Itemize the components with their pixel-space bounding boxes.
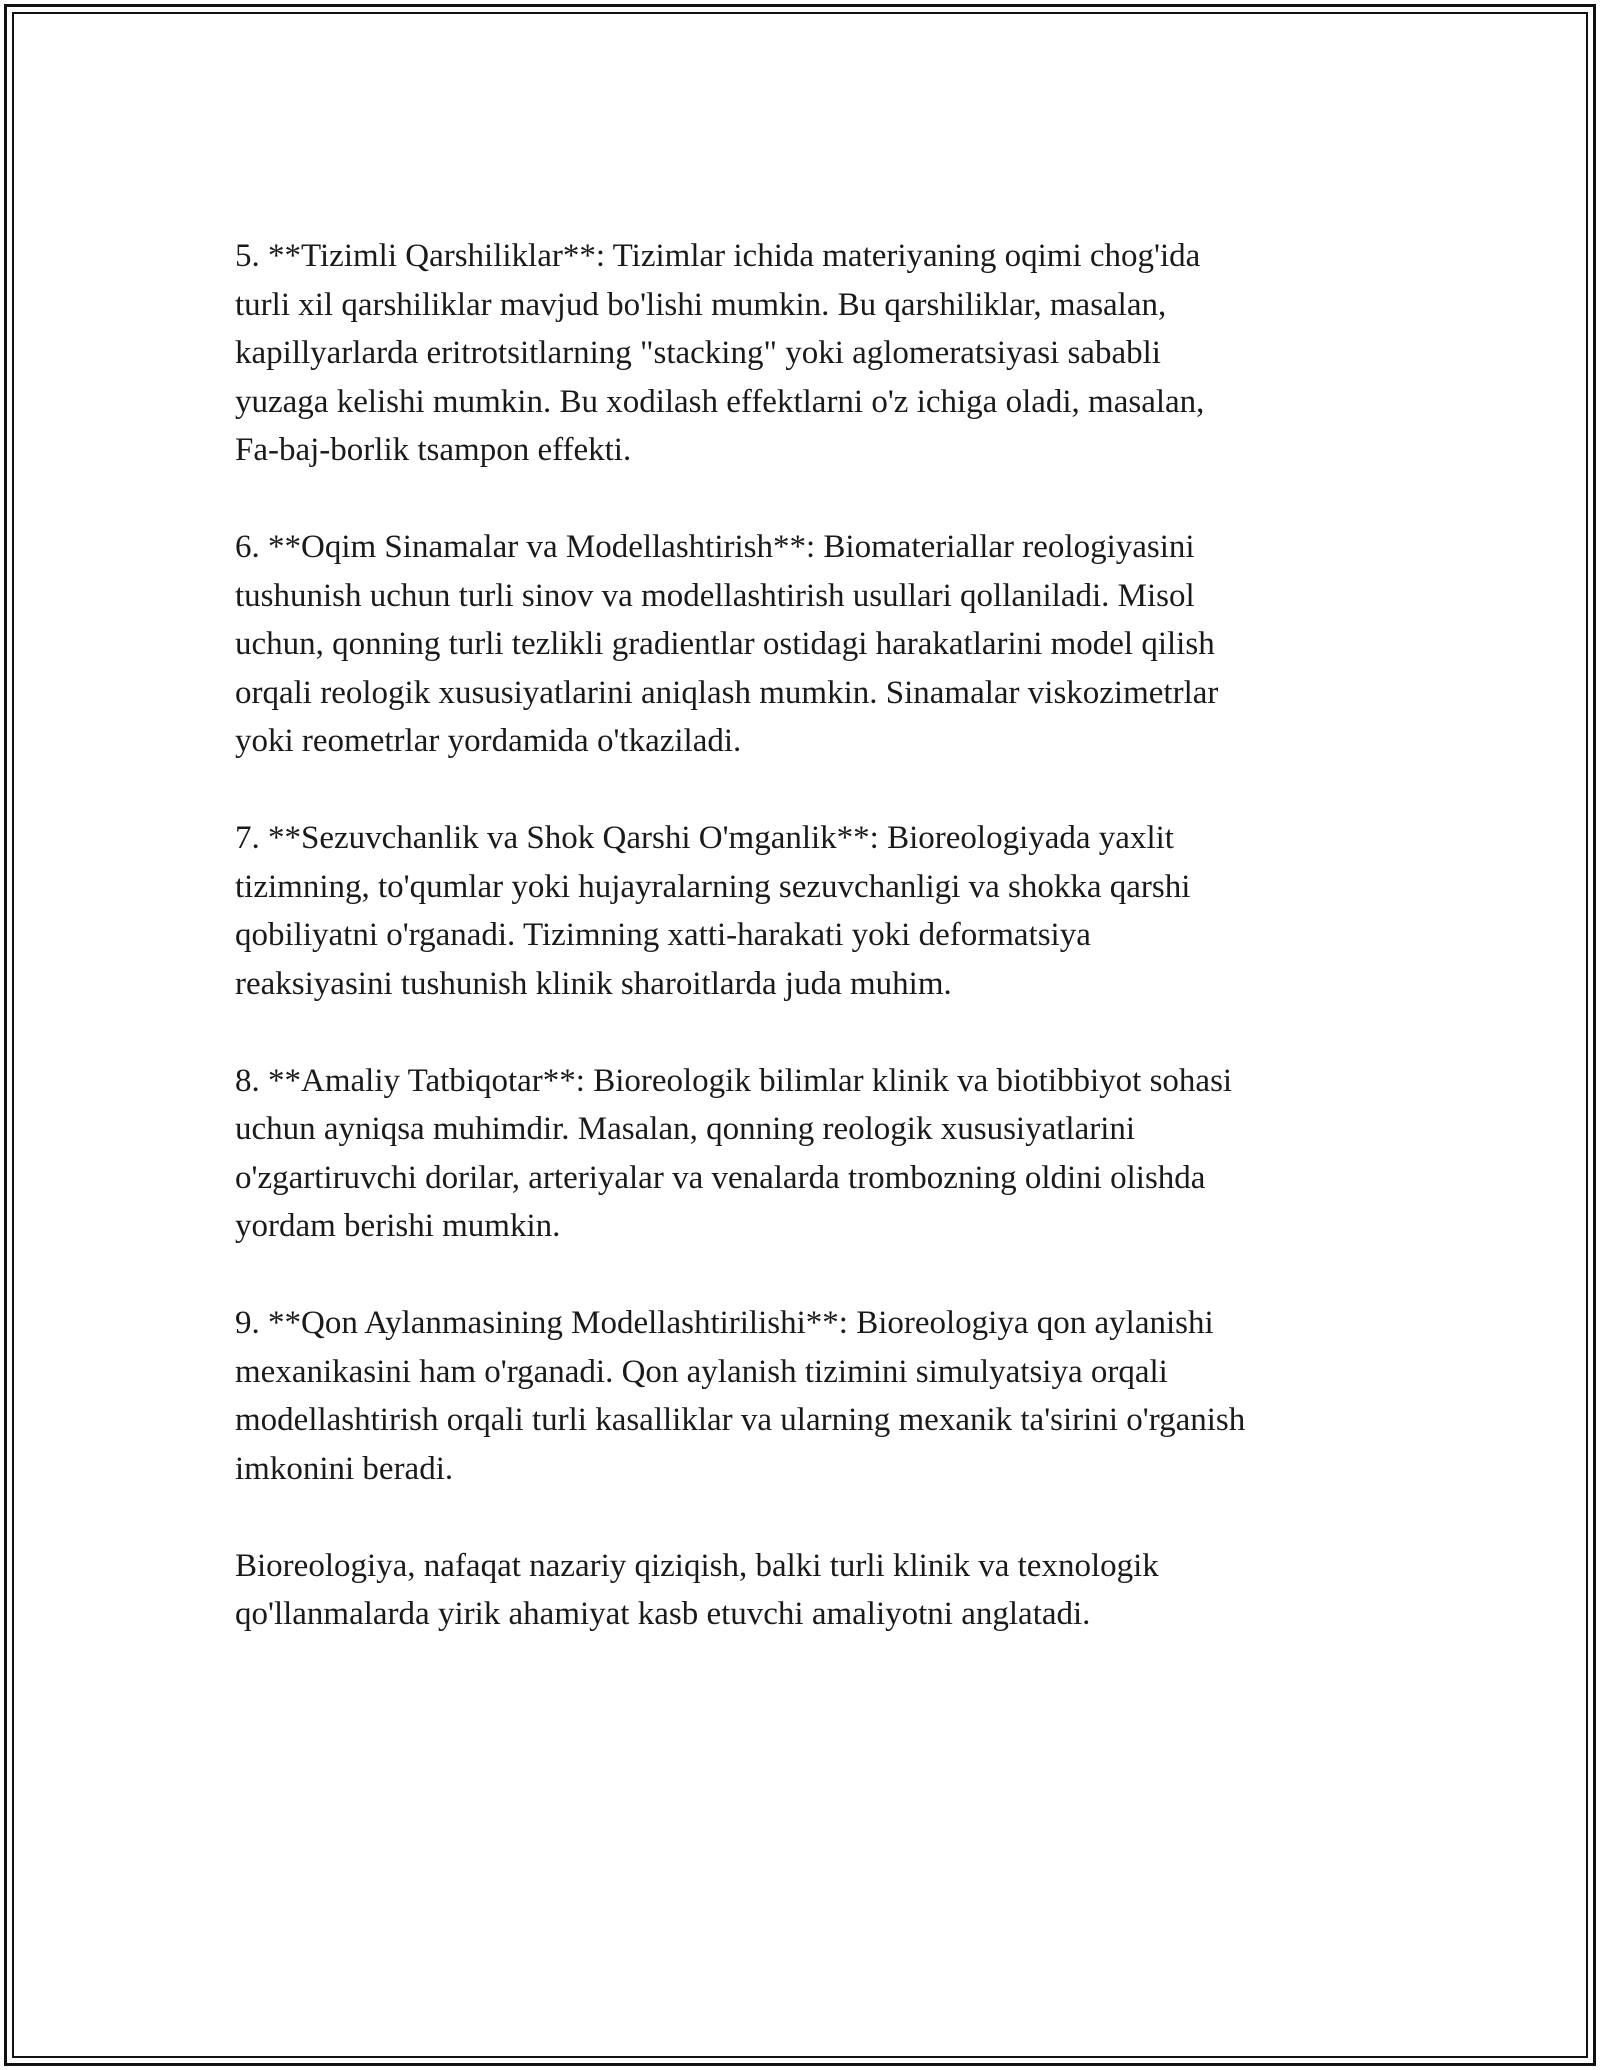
paragraph-item-9: 9. **Qon Aylanmasining Modellashtirilishi**: Bioreologiya qon aylanishi mexanikasini ham o'rganadi. Qon aylanish tizimini simulyatsiya orqali modellashtirish orqali turli kasalliklar va ularning mexanik ta'sirini o'rganish imkonini beradi. bbox=[235, 1305, 1246, 1487]
paragraph-item-8: 8. **Amaliy Tatbiqotar**: Bioreologik bilimlar klinik va biotibbiyot sohasi uchun ayniqsa muhimdir. Masalan, qonning reologik xususiyatlarini o'zgartiruvchi dorilar, arteriyalar va venalarda trombozning oldini olishda yordam berishi mumkin. bbox=[235, 1062, 1233, 1244]
paragraph-item-6: 6. **Oqim Sinamalar va Modellashtirish**: Biomateriallar reologiyasini tushunish uchun turli sinov va modellashtirish usullari qollaniladi. Misol uchun, qonning turli tezlikli gradientlar ostidagi harakatlarini model qilish orqali reologik xususiyatlarini aniqlash mumkin. Sinamalar viskozimetrlar yoki reometrlar yordamida o'tkaziladi. bbox=[235, 529, 1219, 759]
document-body bbox=[235, 232, 1395, 1639]
paragraph-item-7: 7. **Sezuvchanlik va Shok Qarshi O'mganlik**: Bioreologiyada yaxlit tizimning, to'qumlar yoki hujayralarning sezuvchanligi va shokka qarshi qobiliyatni o'rganadi. Tizimning xatti-harakati yoki deformatsiya reaksiyasini tushunish klinik sharoitlarda juda muhim. bbox=[235, 820, 1191, 1002]
paragraph-conclusion: Bioreologiya, nafaqat nazariy qiziqish, balki turli klinik va texnologik qo'llanmalarda yirik ahamiyat kasb etuvchi amaliyotni anglatadi. bbox=[235, 1547, 1159, 1632]
paragraph-item-5: 5. **Tizimli Qarshiliklar**: Tizimlar ichida materiyaning oqimi chog'ida turli xil qarshiliklar mavjud bo'lishi mumkin. Bu qarshiliklar, masalan, kapillyarlarda eritrotsitlarning "stacking" yoki aglomeratsiyasi sababli yuzaga kelishi mumkin. Bu xodilash effektlarni o'z ichiga oladi, masalan, Fa-baj-borlik tsampon effekti. bbox=[235, 238, 1205, 468]
